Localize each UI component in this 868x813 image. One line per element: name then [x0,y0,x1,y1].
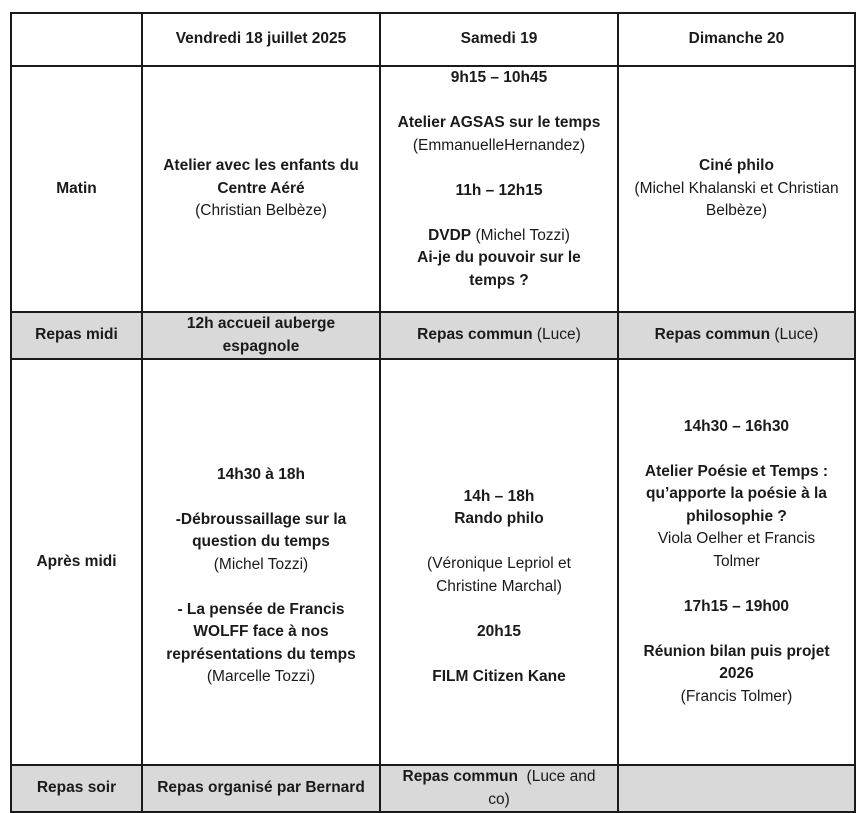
cell-matin-dimanche [618,66,855,312]
header-dimanche: Dimanche 20 [618,13,855,66]
soir-samedi-who-1: (Luce and [517,768,596,785]
am-dimanche-who1-2: Tolmer [713,552,760,570]
apres-midi-row [11,359,855,765]
soir-samedi-who-2: co) [488,790,510,808]
header-samedi: Samedi 19 [380,13,618,66]
cell-midi-samedi [380,312,618,359]
am-vendredi-item1-1: -Débroussaillage sur la [175,510,347,528]
am-dimanche-title2-2: 2026 [719,665,754,683]
am-dimanche-title2-1: Réunion bilan puis projet [643,642,830,660]
matin-samedi-question-2: temps ? [469,271,529,289]
matin-dimanche-who-2: Belbèze) [705,202,768,220]
am-samedi-who-1: (Véronique Lepriol et [427,555,571,573]
cell-soir-samedi [380,765,618,812]
cell-soir-dimanche [618,765,855,812]
header-vendredi: Vendredi 18 juillet 2025 [142,13,380,66]
matin-samedi-title-1: Atelier AGSAS sur le temps [397,114,601,131]
midi-dimanche-title: Repas commun [654,326,771,344]
am-vendredi-item2-who: (Marcelle Tozzi) [206,668,316,685]
midi-samedi-who: (Luce) [532,326,581,344]
am-vendredi-item2-1: - La pensée de Francis [177,600,345,618]
schedule-table [10,12,856,813]
am-dimanche-title1-2: qu’apporte la poésie à la [646,485,827,503]
am-dimanche-who1-1: Viola Oelher et Francis [657,530,816,548]
am-vendredi-item2-3: représentations du temps [166,645,356,663]
midi-samedi-title: Repas commun [417,326,533,344]
cell-midi-dimanche [618,312,855,359]
cell-am-vendredi [142,359,380,765]
am-vendredi-item1-who: (Michel Tozzi) [213,555,309,573]
matin-samedi-time-1: 9h15 – 10h45 [450,69,548,86]
matin-dimanche-title: Ciné philo [699,157,774,175]
am-samedi-who-2: Christine Marchal) [436,577,562,595]
cell-matin-vendredi [142,66,380,312]
am-dimanche-time-2: 17h15 – 19h00 [683,597,790,615]
corner-cell [11,13,142,66]
cell-matin-samedi [380,66,618,312]
row-label-apres-midi: Après midi [11,359,142,765]
cell-midi-vendredi [142,312,380,359]
am-samedi-film: FILM Citizen Kane [432,667,566,685]
am-dimanche-who2: (Francis Tolmer) [680,687,793,705]
midi-dimanche-who: (Luce) [770,326,819,344]
midi-vendredi-1: 12h accueil auberge [186,315,336,332]
matin-dimanche-who-1: (Michel Khalanski et Christian [634,179,839,197]
am-samedi-time: 14h – 18h [463,487,535,505]
am-vendredi-time: 14h30 à 18h [217,465,305,483]
matin-samedi-time-2: 11h – 12h15 [455,181,543,199]
row-label-repas-midi: Repas midi [11,312,142,359]
am-dimanche-time-1: 14h30 – 16h30 [683,417,790,435]
repas-midi-row [11,312,855,359]
row-label-matin: Matin [11,66,142,312]
am-dimanche-title1-1: Atelier Poésie et Temps : [644,462,829,480]
matin-samedi-who-2: (Michel Tozzi) [471,226,570,244]
am-dimanche-title1-3: philosophie ? [686,507,787,525]
midi-vendredi-2: espagnole [222,337,300,355]
row-label-repas-soir: Repas soir [11,765,142,812]
header-row [11,13,855,66]
cell-am-dimanche [618,359,855,765]
am-samedi-title: Rando philo [454,510,544,528]
matin-vendredi-title-2: Centre Aéré [217,179,305,197]
am-vendredi-item2-2: WOLFF face à nos [193,623,329,640]
matin-samedi-title-2: DVDP [428,226,472,244]
soir-samedi-title: Repas commun [402,768,518,785]
am-samedi-time-2: 20h15 [477,622,521,640]
repas-soir-row [11,765,855,812]
matin-vendredi-who: (Christian Belbèze) [195,202,327,220]
am-vendredi-item1-2: question du temps [192,533,330,550]
matin-samedi-who-1: (EmmanuelleHernandez) [412,136,586,154]
matin-vendredi-title-1: Atelier avec les enfants du [163,157,359,175]
cell-am-samedi [380,359,618,765]
matin-row [11,66,855,312]
cell-soir-vendredi: Repas organisé par Bernard [142,765,380,812]
matin-samedi-question-1: Ai-je du pouvoir sur le [417,249,581,266]
